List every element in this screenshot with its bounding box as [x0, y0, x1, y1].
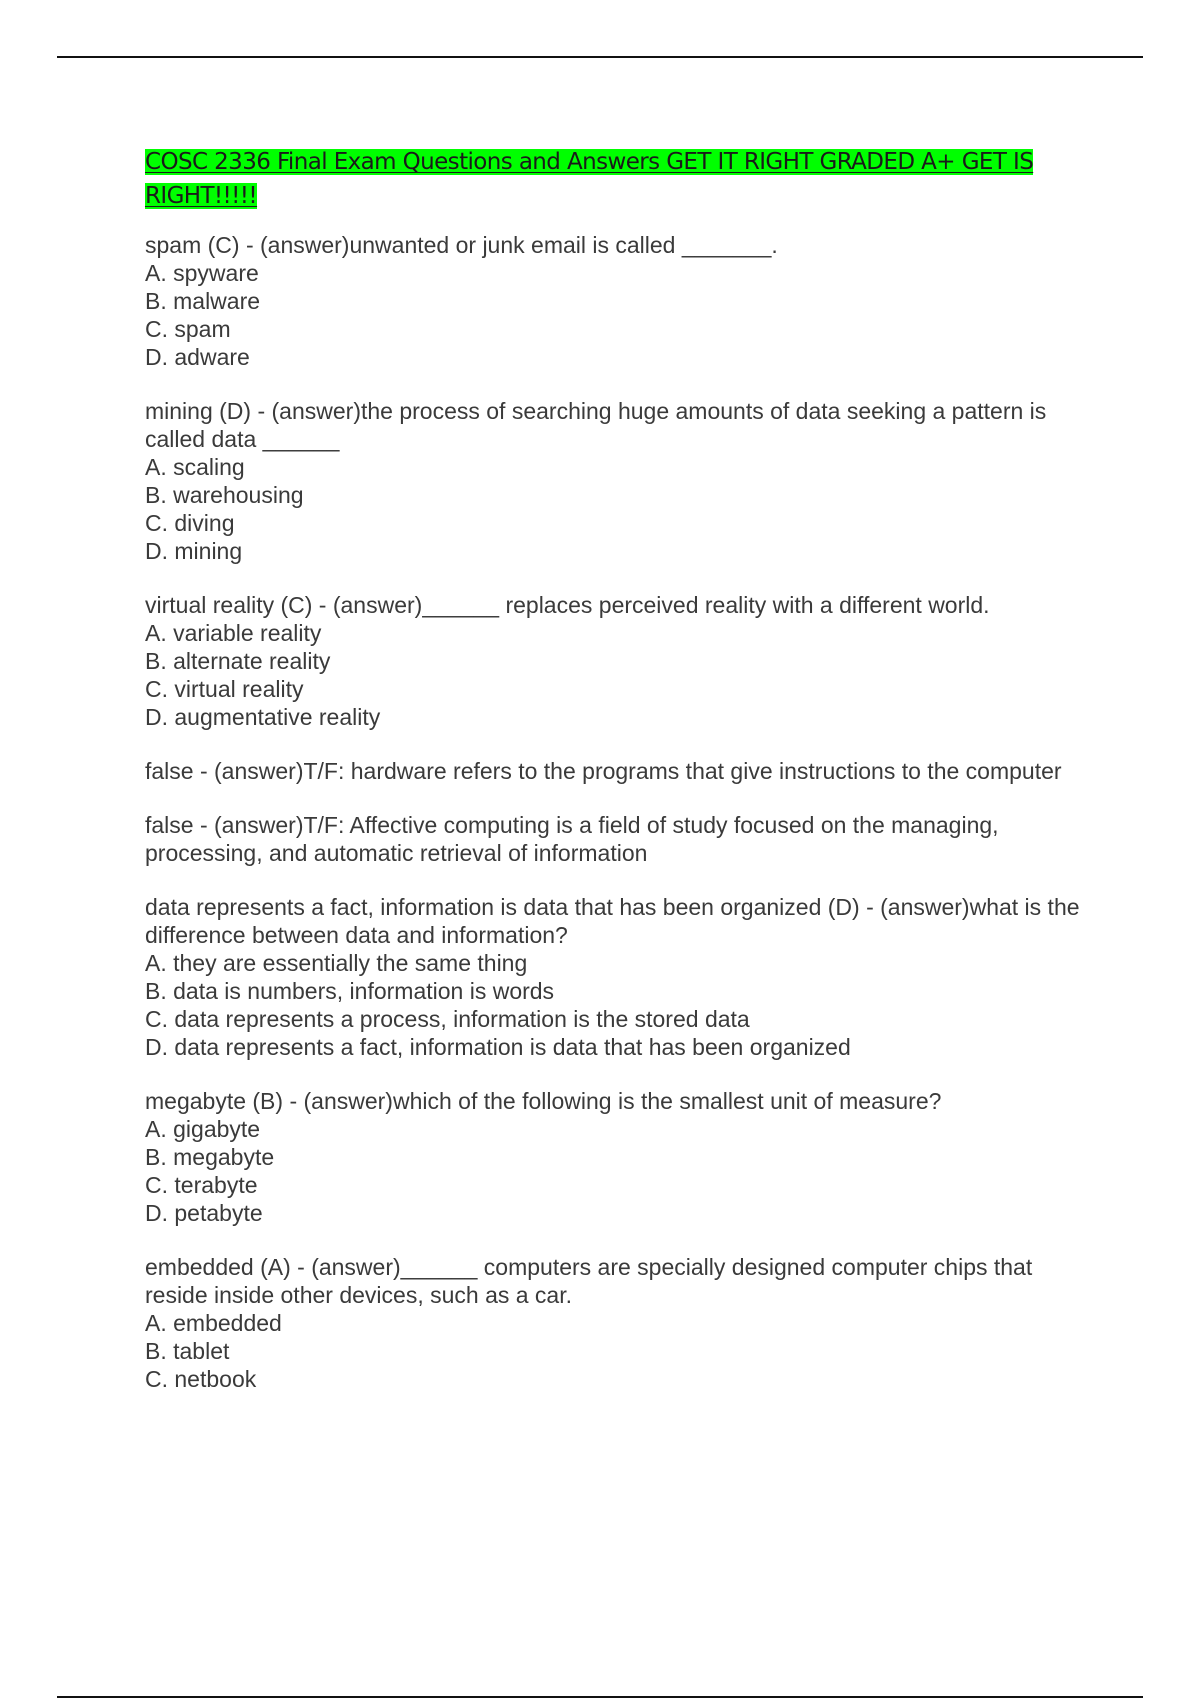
question-text: virtual reality (C) - (answer)______ replaces perceived reality with a different world.	[145, 592, 990, 618]
qa-item	[145, 811, 1095, 867]
answer-option: A. variable reality	[145, 620, 322, 646]
answer-option: D. adware	[145, 344, 250, 370]
question-text: data represents a fact, information is data that has been organized (D) - (answer)what is the difference between data and information?	[145, 894, 1086, 948]
question-text: false - (answer)T/F: Affective computing is a field of study focused on the managing, processing, and automatic retrieval of information	[145, 812, 1005, 866]
answer-option: B. alternate reality	[145, 648, 331, 674]
answer-option: D. augmentative reality	[145, 704, 381, 730]
answer-option: A. gigabyte	[145, 1116, 261, 1142]
answer-option: D. data represents a fact, information is data that has been organized	[145, 1034, 851, 1060]
header-rule	[57, 56, 1143, 58]
document-title-text: COSC 2336 Final Exam Questions and Answers GET IT RIGHT GRADED A+ GET IS RIGHT!!!!!	[145, 149, 1034, 209]
document-title	[145, 145, 1095, 213]
qa-item	[145, 893, 1095, 1061]
qa-item	[145, 757, 1095, 785]
qa-item	[145, 591, 1095, 731]
answer-option: A. embedded	[145, 1310, 282, 1336]
answer-option: C. netbook	[145, 1366, 257, 1392]
qa-item	[145, 1253, 1095, 1393]
answer-option: C. virtual reality	[145, 676, 304, 702]
document-body	[145, 145, 1095, 1419]
answer-option: C. data represents a process, information is the stored data	[145, 1006, 750, 1032]
question-text: embedded (A) - (answer)______ computers are specially designed computer chips that reside inside other devices, such as a car.	[145, 1254, 1039, 1308]
answer-option: A. they are essentially the same thing	[145, 950, 528, 976]
answer-option: B. malware	[145, 288, 261, 314]
answer-option: D. petabyte	[145, 1200, 263, 1226]
answer-option: D. mining	[145, 538, 243, 564]
question-text: false - (answer)T/F: hardware refers to the programs that give instructions to the computer	[145, 758, 1062, 784]
question-text: megabyte (B) - (answer)which of the following is the smallest unit of measure?	[145, 1088, 942, 1114]
answer-option: A. spyware	[145, 260, 259, 286]
answer-option: B. warehousing	[145, 482, 304, 508]
answer-option: C. terabyte	[145, 1172, 258, 1198]
answer-option: B. megabyte	[145, 1144, 275, 1170]
question-text: mining (D) - (answer)the process of searching huge amounts of data seeking a pattern is called data ______	[145, 398, 1053, 452]
answer-option: A. scaling	[145, 454, 245, 480]
answer-option: C. spam	[145, 316, 231, 342]
qa-item	[145, 231, 1095, 371]
answer-option: B. data is numbers, information is words	[145, 978, 555, 1004]
answer-option: B. tablet	[145, 1338, 230, 1364]
qa-item	[145, 397, 1095, 565]
answer-option: C. diving	[145, 510, 235, 536]
qa-item	[145, 1087, 1095, 1227]
question-text: spam (C) - (answer)unwanted or junk email is called _______.	[145, 232, 778, 258]
footer-rule	[57, 1696, 1143, 1698]
